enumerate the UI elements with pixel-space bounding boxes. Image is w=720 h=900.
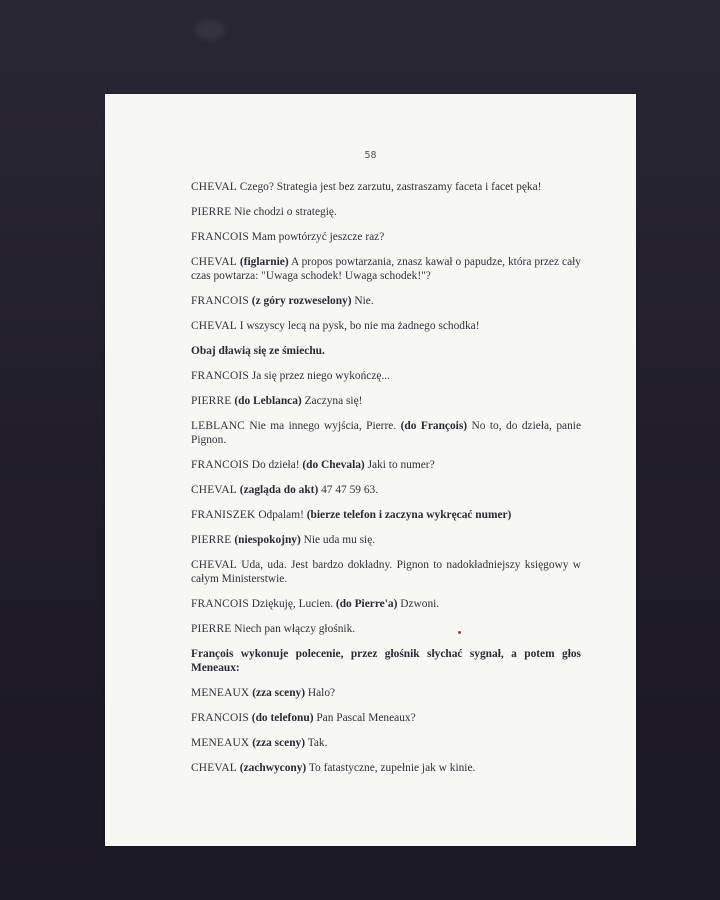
dialogue-text: Nie chodzi o strategię. [231, 206, 337, 218]
dialogue-paragraph [191, 205, 581, 219]
speaker-name: CHEVAL [191, 320, 237, 332]
dialogue-paragraph [191, 180, 581, 194]
stage-direction: (bierze telefon i zaczyna wykręcać numer) [306, 509, 512, 521]
stage-direction: (do Chevala) [302, 459, 365, 471]
dialogue-paragraph [191, 597, 581, 611]
stage-direction: (zza sceny) [252, 687, 306, 699]
dialogue-text: Jaki to numer? [364, 459, 435, 471]
dialogue-paragraph [191, 558, 581, 586]
speaker-name: PIERRE [191, 206, 232, 218]
speaker-name: MENEAUX [191, 737, 250, 749]
speaker-name: FRANCOIS [191, 370, 249, 382]
dialogue-text: Ja się przez niego wykończę... [248, 370, 390, 382]
speaker-name: MENEAUX [191, 687, 250, 699]
speaker-name: LEBLANC [191, 420, 245, 432]
dialogue-paragraph [191, 294, 581, 308]
page-number: 58 [364, 150, 377, 161]
script-page [105, 94, 636, 846]
dialogue-text: Niech pan włączy głośnik. [231, 623, 356, 635]
dialogue-text: Dziękuję, Lucien. [248, 598, 336, 610]
dialogue-text: Dzwoni. [397, 598, 440, 610]
dialogue-text: Czego? Strategia jest bez zarzutu, zastraszamy faceta i facet pęka! [236, 181, 542, 193]
stage-direction: (z góry rozweselony) [251, 295, 352, 307]
speaker-name: FRANCOIS [191, 231, 249, 243]
dialogue-paragraph [191, 647, 581, 675]
dialogue-paragraph [191, 483, 581, 497]
dialogue-paragraph [191, 344, 581, 358]
speaker-name: CHEVAL [191, 256, 237, 268]
stage-direction: (figlarnie) [239, 256, 289, 268]
dialogue-text: Do dzieła! [248, 459, 303, 471]
speaker-name: PIERRE [191, 534, 232, 546]
dialogue-paragraph [191, 622, 581, 636]
dialogue-paragraph [191, 508, 581, 522]
dialogue-text: Nie ma innego wyjścia, Pierre. [244, 420, 401, 432]
speaker-name: FRANCOIS [191, 712, 249, 724]
speaker-name: PIERRE [191, 395, 232, 407]
speaker-name: CHEVAL [191, 181, 237, 193]
dialogue-text: Halo? [305, 687, 336, 699]
stage-direction: (niespokojny) [234, 534, 301, 546]
dialogue-text: 47 47 59 63. [318, 484, 379, 496]
speaker-name: CHEVAL [191, 762, 237, 774]
stage-direction: (zachwycony) [239, 762, 307, 774]
script-text [191, 180, 581, 786]
dialogue-paragraph [191, 394, 581, 408]
stage-direction: Obaj dławią się ze śmiechu. [191, 345, 325, 357]
speaker-name: FRANISZEK [191, 509, 256, 521]
dialogue-paragraph [191, 736, 581, 750]
dialogue-paragraph [191, 761, 581, 775]
dialogue-paragraph [191, 458, 581, 472]
dialogue-text: A propos powtarzania, znasz kawał o papudze, która przez cały czas powtarza: "Uwaga schodek! Uwaga schodek!"? [191, 256, 581, 282]
stage-direction: (zza sceny) [252, 737, 306, 749]
dialogue-paragraph [191, 369, 581, 383]
stage-direction: (do telefonu) [251, 712, 314, 724]
stage-direction: (do François) [400, 420, 468, 432]
stage-direction: François wykonuje polecenie, przez głośnik słychać sygnał, a potem głos Meneaux: [191, 648, 581, 674]
dialogue-paragraph [191, 419, 581, 447]
scan-smudge [195, 20, 225, 40]
stage-direction: (zagląda do akt) [239, 484, 319, 496]
dialogue-text: Odpalam! [255, 509, 307, 521]
dialogue-text: Nie. [351, 295, 374, 307]
dialogue-text: I wszyscy lecą na pysk, bo nie ma żadnego schodka! [236, 320, 480, 332]
speaker-name: PIERRE [191, 623, 232, 635]
dialogue-text: Zaczyna się! [301, 395, 363, 407]
speaker-name: FRANCOIS [191, 598, 249, 610]
speaker-name: CHEVAL [191, 559, 237, 571]
dialogue-paragraph [191, 686, 581, 700]
speaker-name: CHEVAL [191, 484, 237, 496]
dialogue-text: Pan Pascal Meneaux? [313, 712, 416, 724]
dialogue-text: Mam powtórzyć jeszcze raz? [248, 231, 385, 243]
dialogue-paragraph [191, 711, 581, 725]
speaker-name: FRANCOIS [191, 459, 249, 471]
dialogue-paragraph [191, 255, 581, 283]
dialogue-text: No to, do dzieła, panie Pignon. [191, 420, 582, 446]
speaker-name: FRANCOIS [191, 295, 249, 307]
stage-direction: (do Leblanca) [234, 395, 302, 407]
dialogue-text: Uda, uda. Jest bardzo dokładny. Pignon to nadokładniejszy księgowy w całym Ministerstwie. [191, 559, 581, 585]
ink-mark [458, 631, 461, 634]
dialogue-text: To fatastyczne, zupełnie jak w kinie. [306, 762, 476, 774]
dialogue-text: Tak. [305, 737, 328, 749]
dialogue-text: Nie uda mu się. [300, 534, 376, 546]
dialogue-paragraph [191, 230, 581, 244]
dialogue-paragraph [191, 533, 581, 547]
stage-direction: (do Pierre'a) [335, 598, 398, 610]
dialogue-paragraph [191, 319, 581, 333]
